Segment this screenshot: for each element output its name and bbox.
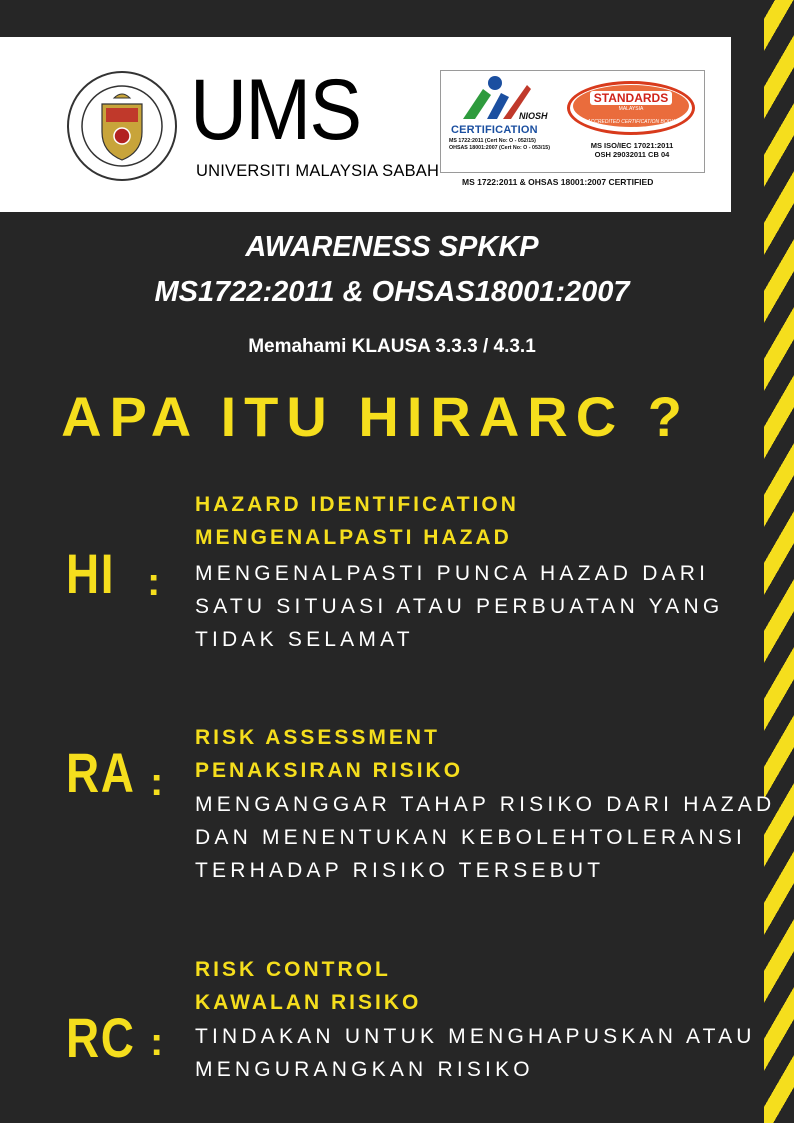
standards-name: STANDARDS bbox=[567, 91, 695, 105]
certification-badges bbox=[440, 70, 705, 173]
section-colon-rc: : bbox=[150, 1020, 164, 1064]
section-abbr-rc: RC bbox=[66, 1006, 136, 1069]
standards-accredited: ACCREDITED CERTIFICATION BODY bbox=[587, 119, 675, 125]
section-abbr-hi: HI bbox=[66, 542, 116, 605]
niosh-certification-logo bbox=[447, 75, 559, 170]
section-desc-line: TINDAKAN UNTUK MENGHAPUSKAN ATAU bbox=[195, 1025, 756, 1048]
section-colon-ra: : bbox=[150, 760, 164, 804]
niosh-certification-label: CERTIFICATION bbox=[451, 124, 538, 136]
section-desc-line: TERHADAP RISIKO TERSEBUT bbox=[195, 859, 605, 882]
section-title-ms-hi: MENGENALPASTI HAZAD bbox=[195, 526, 512, 549]
section-desc-line: DAN MENENTUKAN KEBOLEHTOLERANSI bbox=[195, 826, 747, 849]
standards-country: MALAYSIA bbox=[618, 106, 644, 112]
ums-logo-text: UMS bbox=[190, 62, 361, 158]
section-title-ms-rc: KAWALAN RISIKO bbox=[195, 991, 422, 1014]
section-desc-line: MENGANGGAR TAHAP RISIKO DARI HAZAD bbox=[195, 793, 776, 816]
section-desc-line: MENGURANGKAN RISIKO bbox=[195, 1058, 534, 1081]
niosh-name: NIOSH bbox=[519, 111, 548, 121]
logo-banner bbox=[0, 37, 731, 212]
section-abbr-ra: RA bbox=[66, 741, 136, 804]
section-desc-line: TIDAK SELAMAT bbox=[195, 628, 414, 651]
niosh-cert-line-2: OHSAS 18001:2007 (Cert No: O - 053/15) bbox=[449, 145, 550, 151]
title-line-2: MS1722:2011 & OHSAS18001:2007 bbox=[154, 276, 630, 308]
section-desc-line: MENGENALPASTI PUNCA HAZAD DARI bbox=[195, 562, 710, 585]
main-question: APA ITU HIRARC ? bbox=[61, 385, 690, 448]
section-title-ms-ra: PENAKSIRAN RISIKO bbox=[195, 759, 464, 782]
standards-malaysia-logo bbox=[567, 79, 697, 169]
cert-footer-text: MS 1722:2011 & OHSAS 18001:2007 CERTIFIED bbox=[462, 177, 654, 187]
title-line-1: AWARENESS SPKKP bbox=[245, 231, 539, 263]
section-colon-hi: : bbox=[147, 560, 161, 604]
niosh-cert-line-1: MS 1722:2011 (Cert No: O - 052/15) bbox=[449, 138, 536, 144]
clause-subtitle: Memahami KLAUSA 3.3.3 / 4.3.1 bbox=[248, 336, 536, 357]
hazard-stripe-border bbox=[764, 0, 794, 1123]
standards-line-1: MS ISO/IEC 17021:2011 bbox=[590, 141, 674, 150]
section-title-en-rc: RISK CONTROL bbox=[195, 958, 391, 981]
section-title-en-ra: RISK ASSESSMENT bbox=[195, 726, 440, 749]
ums-crest-logo bbox=[66, 70, 178, 182]
standards-line-2: OSH 29032011 CB 04 bbox=[594, 150, 670, 159]
section-desc-line: SATU SITUASI ATAU PERBUATAN YANG bbox=[195, 595, 724, 618]
ums-logo-subtitle: UNIVERSITI MALAYSIA SABAH bbox=[196, 162, 440, 180]
section-title-en-hi: HAZARD IDENTIFICATION bbox=[195, 493, 519, 516]
